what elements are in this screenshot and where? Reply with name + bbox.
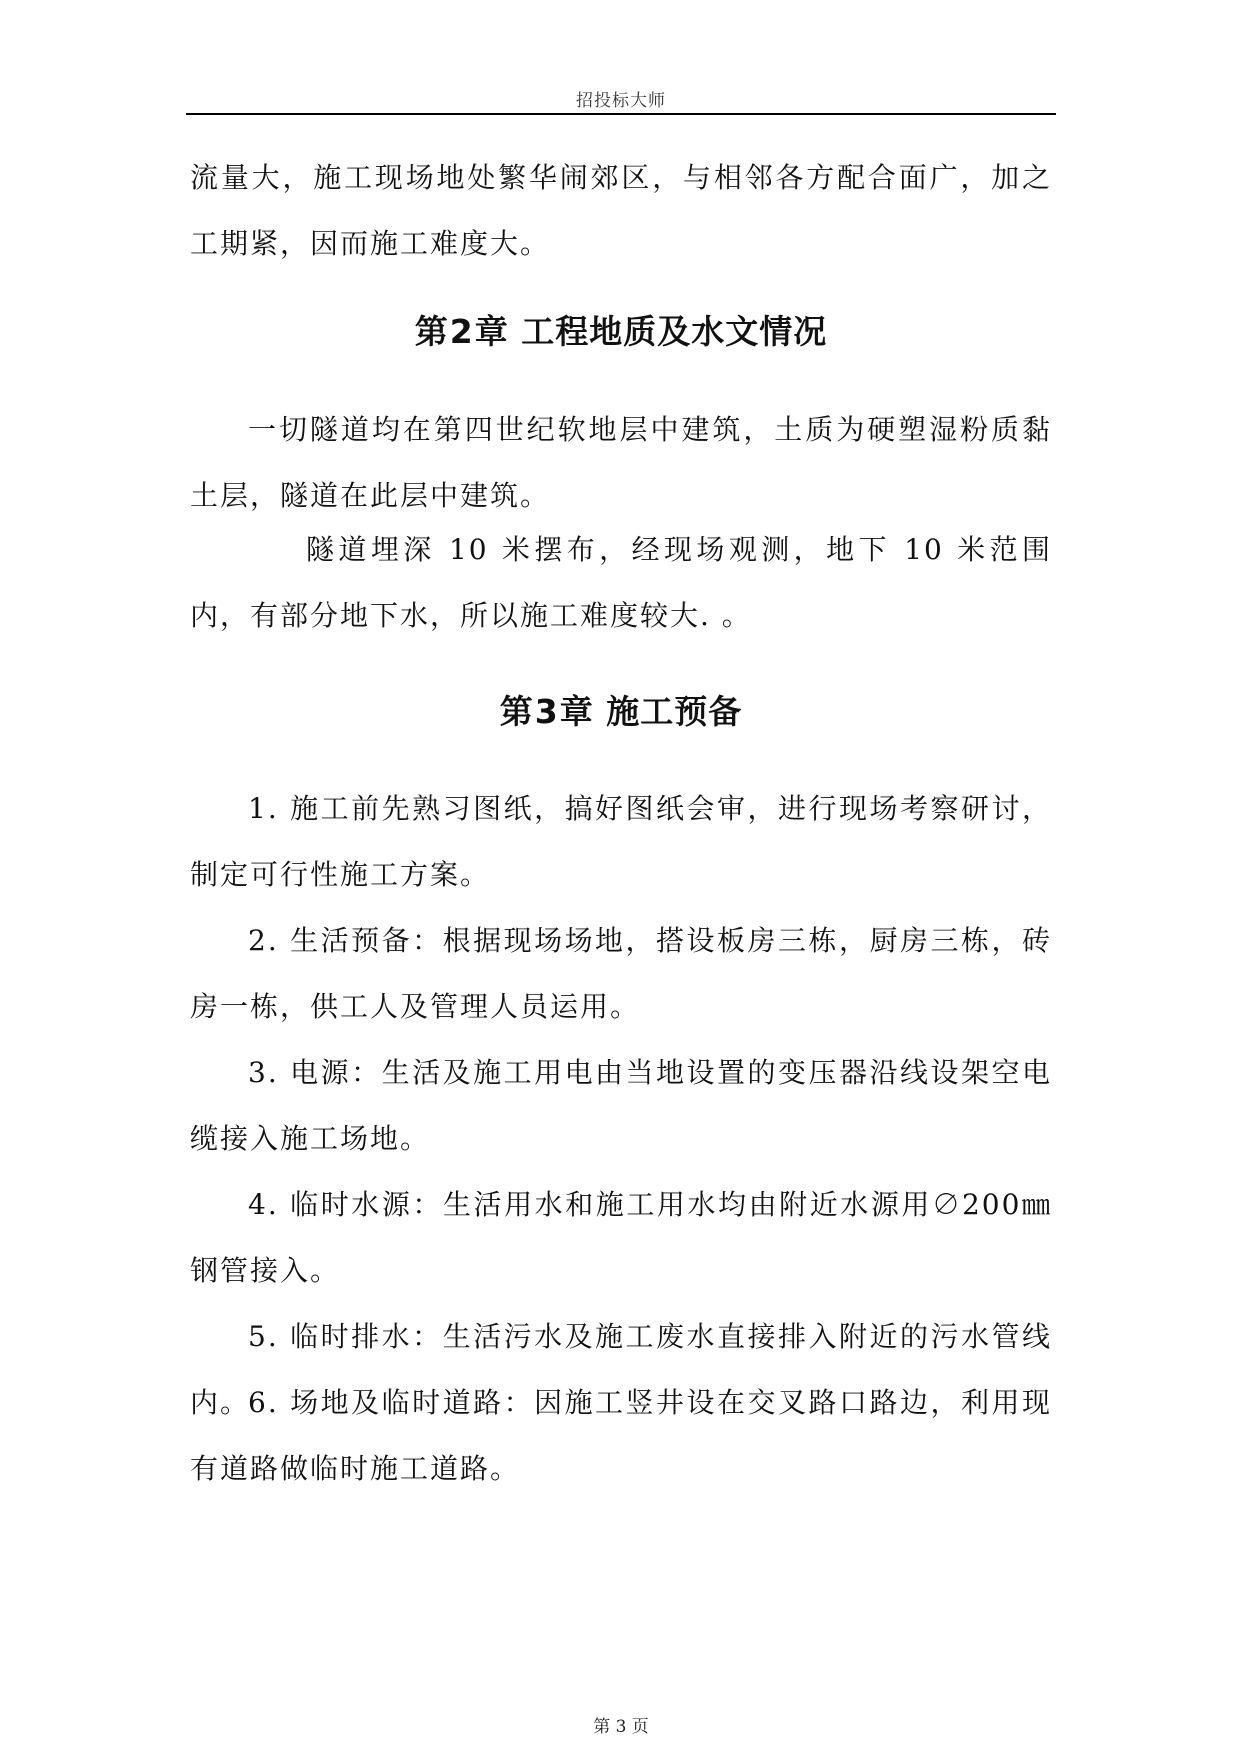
chapter-preparation-number: 3	[534, 692, 559, 731]
geology-paragraph-2: 隧道埋深 10 米摆布，经现场观测，地下 10 米范围内，有部分地下水，所以施工难度较大. 。	[190, 533, 1052, 632]
page-footer-number: 第 3 页	[593, 1717, 649, 1737]
chapter-geology-heading	[186, 306, 1056, 353]
intro-paragraph: 流量大，施工现场地处繁华闹郊区，与相邻各方配合面广，加之工期紧，因而施工难度大。	[190, 161, 1052, 260]
geology-paragraph-1: 一切隧道均在第四世纪软地层中建筑，土质为硬塑湿粉质黏土层，隧道在此层中建筑。	[190, 413, 1052, 512]
header-divider	[186, 113, 1056, 115]
preparation-item-6: 6. 场地及临时道路：因施工竖井设在交叉路口路边，利用现有道路做临时施工道路。	[190, 1386, 1052, 1485]
page-header-title: 招投标大师	[576, 91, 666, 111]
preparation-item-4: 4. 临时水源：生活用水和施工用水均由附近水源用∅200㎜ 钢管接入。	[190, 1188, 1052, 1287]
chapter-preparation-title: 章 施工预备	[559, 692, 743, 731]
chapter-geology-number: 2	[449, 312, 474, 351]
chapter-preparation-prefix: 第	[499, 692, 534, 731]
chapter-geology-prefix: 第	[414, 312, 449, 351]
preparation-item-2: 2. 生活预备：根据现场场地，搭设板房三栋，厨房三栋，砖房一栋，供工人及管理人员运用。	[190, 924, 1052, 1023]
chapter-geology-title: 章 工程地质及水文情况	[474, 312, 828, 351]
preparation-item-3: 3. 电源：生活及施工用电由当地设置的变压器沿线设架空电缆接入施工场地。	[190, 1056, 1052, 1155]
chapter-preparation-heading	[186, 686, 1056, 733]
preparation-item-1: 1. 施工前先熟习图纸，搞好图纸会审，进行现场考察研讨，制定可行性施工方案。	[190, 792, 1052, 891]
preparation-item-5: 5. 临时排水：生活污水及施工废水直接排入附近的污水管线内。	[190, 1320, 1052, 1419]
